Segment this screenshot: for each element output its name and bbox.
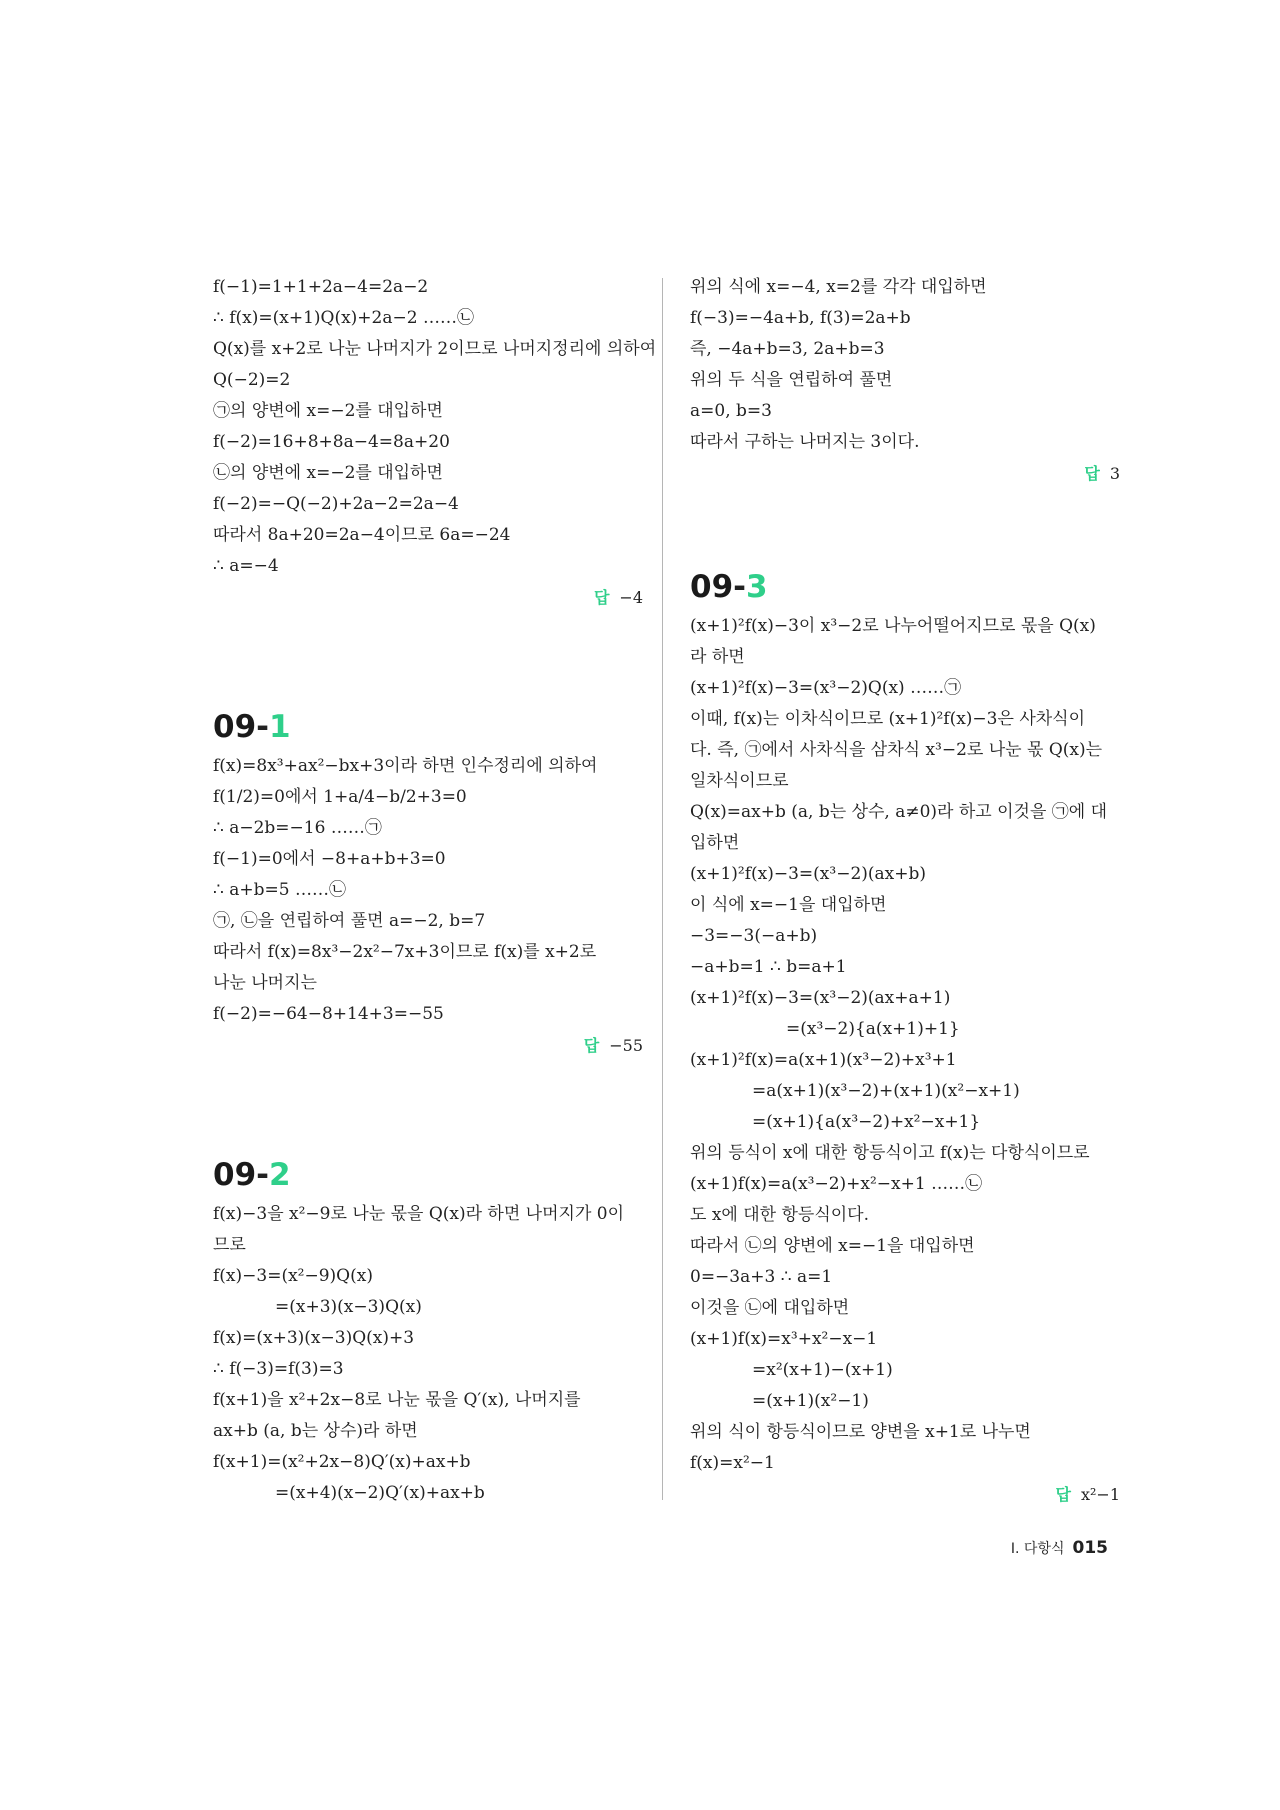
text-line: 나눈 나머지는: [213, 973, 317, 993]
text-line: (x+1)²f(x)−3=(x³−2)Q(x) ……㉠: [690, 678, 962, 698]
text-line: f(−2)=−Q(−2)+2a−2=2a−4: [213, 494, 459, 514]
answer-value: x²−1: [1080, 1485, 1120, 1504]
solution-09-1: [213, 751, 643, 1030]
text-line: =(x+1){a(x³−2)+x²−x+1}: [752, 1112, 981, 1132]
solution-continued: [213, 272, 657, 582]
text-line: 따라서 8a+20=2a−4이므로 6a=−24: [213, 525, 511, 545]
text-line: 위의 식이 항등식이므로 양변을 x+1로 나누면: [690, 1422, 1031, 1442]
text-line: (x+1)f(x)=x³+x²−x−1: [690, 1329, 878, 1349]
chapter-label: I. 다항식: [1010, 1541, 1065, 1557]
text-line: 따라서 구하는 나머지는 3이다.: [690, 432, 920, 452]
page-footer: [1011, 1538, 1108, 1558]
text-line: =(x³−2){a(x+1)+1}: [786, 1019, 960, 1039]
text-line: f(x+1)=(x²+2x−8)Q′(x)+ax+b: [213, 1452, 471, 1472]
text-line: 위의 두 식을 연립하여 풀면: [690, 370, 893, 390]
text-line: 즉, −4a+b=3, 2a+b=3: [690, 339, 885, 359]
text-line: 따라서 ㉡의 양변에 x=−1을 대입하면: [690, 1236, 975, 1256]
solution-09-2: [213, 1199, 643, 1509]
answer-label: 답: [1055, 1485, 1071, 1504]
text-line: 위의 등식이 x에 대한 항등식이고 f(x)는 다항식이므로: [690, 1143, 1090, 1163]
answer-label: 답: [583, 1036, 600, 1055]
text-line: f(−2)=16+8+8a−4=8a+20: [213, 432, 450, 452]
text-line: f(−1)=0에서 −8+a+b+3=0: [213, 849, 446, 869]
text-line: f(x+1)을 x²+2x−8로 나눈 몫을 Q′(x), 나머지를: [213, 1390, 581, 1410]
section-heading: 09-1: [213, 709, 291, 745]
text-line: f(−3)=−4a+b, f(3)=2a+b: [690, 308, 911, 328]
text-line: (x+1)f(x)=a(x³−2)+x²−x+1 ……㉡: [690, 1174, 983, 1194]
text-line: 이것을 ㉡에 대입하면: [690, 1298, 850, 1318]
page-number: 015: [1072, 1538, 1108, 1558]
text-line: 라 하면: [690, 647, 745, 667]
answer-line: [213, 1030, 643, 1061]
text-line: f(x)−3을 x²−9로 나눈 몫을 Q(x)라 하면 나머지가 0이: [213, 1204, 625, 1224]
text-line: 이때, f(x)는 이차식이므로 (x+1)²f(x)−3은 사차식이: [690, 709, 1086, 729]
text-line: f(x)=8x³+ax²−bx+3이라 하면 인수정리에 의하여: [213, 756, 598, 776]
text-line: ∴ f(x)=(x+1)Q(x)+2a−2 ……㉡: [213, 308, 474, 328]
text-line: =x²(x+1)−(x+1): [752, 1360, 893, 1380]
text-line: 위의 식에 x=−4, x=2를 각각 대입하면: [690, 277, 987, 297]
text-line: f(−2)=−64−8+14+3=−55: [213, 1004, 444, 1024]
text-line: ㉡의 양변에 x=−2를 대입하면: [213, 463, 443, 483]
text-line: (x+1)²f(x)=a(x+1)(x³−2)+x³+1: [690, 1050, 957, 1070]
text-line: =a(x+1)(x³−2)+(x+1)(x²−x+1): [752, 1081, 1020, 1101]
solution-continued: [690, 272, 1120, 458]
text-line: (x+1)²f(x)−3이 x³−2로 나누어떨어지므로 몫을 Q(x): [690, 616, 1096, 636]
text-line: f(x)=x²−1: [690, 1453, 775, 1473]
text-line: =(x+3)(x−3)Q(x): [275, 1297, 422, 1317]
text-line: f(1/2)=0에서 1+a/4−b/2+3=0: [213, 787, 467, 807]
section-heading: 09-2: [213, 1157, 291, 1193]
text-line: =(x+4)(x−2)Q′(x)+ax+b: [275, 1483, 485, 1503]
text-line: −3=−3(−a+b): [690, 926, 818, 946]
text-line: f(−1)=1+1+2a−4=2a−2: [213, 277, 429, 297]
text-line: ㉠의 양변에 x=−2를 대입하면: [213, 401, 443, 421]
text-line: Q(x)=ax+b (a, b는 상수, a≠0)라 하고 이것을 ㉠에 대: [690, 802, 1108, 822]
right-column: [690, 272, 1120, 1510]
answer-line: [690, 1479, 1120, 1510]
text-line: f(x)−3=(x²−9)Q(x): [213, 1266, 373, 1286]
text-line: 므로: [213, 1235, 246, 1255]
text-line: 도 x에 대한 항등식이다.: [690, 1205, 870, 1225]
answer-label: 답: [593, 588, 610, 607]
text-line: 이 식에 x=−1을 대입하면: [690, 895, 887, 915]
text-line: f(x)=(x+3)(x−3)Q(x)+3: [213, 1328, 415, 1348]
text-line: ㉠, ㉡을 연립하여 풀면 a=−2, b=7: [213, 911, 486, 931]
left-column: [213, 272, 657, 1509]
text-line: 일차식이므로: [690, 771, 789, 791]
text-line: ∴ a+b=5 ……㉡: [213, 880, 346, 900]
column-divider: [662, 278, 663, 1500]
text-line: ∴ f(−3)=f(3)=3: [213, 1359, 344, 1379]
text-line: 따라서 f(x)=8x³−2x²−7x+3이므로 f(x)를 x+2로: [213, 942, 597, 962]
text-line: a=0, b=3: [690, 401, 772, 421]
text-line: −a+b=1 ∴ b=a+1: [690, 957, 847, 977]
answer-label: 답: [1084, 464, 1100, 483]
answer-line: [213, 582, 643, 613]
text-line: ax+b (a, b는 상수)라 하면: [213, 1421, 418, 1441]
answer-value: −4: [619, 588, 643, 607]
text-line: 입하면: [690, 833, 740, 853]
text-line: =(x+1)(x²−1): [752, 1391, 869, 1411]
section-heading: 09-3: [690, 569, 768, 605]
answer-value: 3: [1109, 464, 1120, 483]
text-line: 다. 즉, ㉠에서 사차식을 삼차식 x³−2로 나눈 몫 Q(x)는: [690, 740, 1103, 760]
text-line: ∴ a−2b=−16 ……㉠: [213, 818, 382, 838]
solution-09-3: [690, 611, 1120, 1479]
answer-line: [690, 458, 1120, 489]
text-line: Q(−2)=2: [213, 370, 291, 390]
answer-value: −55: [609, 1036, 643, 1055]
text-line: (x+1)²f(x)−3=(x³−2)(ax+a+1): [690, 988, 951, 1008]
text-line: Q(x)를 x+2로 나눈 나머지가 2이므로 나머지정리에 의하여: [213, 339, 657, 359]
text-line: (x+1)²f(x)−3=(x³−2)(ax+b): [690, 864, 927, 884]
text-line: ∴ a=−4: [213, 556, 279, 576]
text-line: 0=−3a+3 ∴ a=1: [690, 1267, 833, 1287]
